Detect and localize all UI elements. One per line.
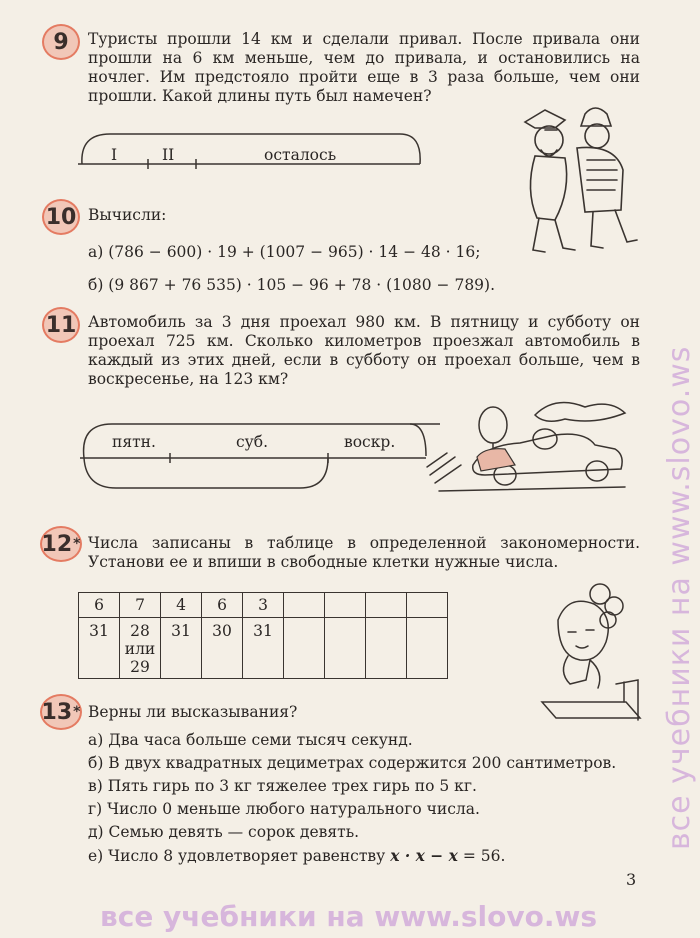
table-cell: 3 xyxy=(243,593,284,618)
task-13-item-f-prefix: е) Число 8 удовлетворяет равенству xyxy=(88,847,391,865)
task-13-number: 13 * xyxy=(40,694,82,730)
task-12-text: Числа записаны в таблице в определенной закономерности. Установи ее и впиши в свободные клетки нужные числа. xyxy=(88,534,640,571)
task-11-label-2: суб. xyxy=(236,433,269,451)
task-13-item-a: а) Два часа больше семи тысяч секунд. xyxy=(88,731,413,749)
table-cell-empty[interactable] xyxy=(407,618,448,679)
car-illustration xyxy=(425,395,640,505)
task-9-number: 9 xyxy=(42,24,80,60)
task-9-label-2: II xyxy=(162,146,175,164)
page-number: 3 xyxy=(626,870,637,889)
task-9-label-1: I xyxy=(111,146,118,164)
pattern-table xyxy=(78,592,448,679)
task-12-number: 12 * xyxy=(40,526,82,562)
task-13-text: Верны ли высказывания? xyxy=(88,703,298,721)
task-11-text: Автомобиль за 3 дня проехал 980 км. В пятницу и субботу он проехал 725 км. Сколько километров проезжал автомобиль в каждый из этих дней, если в субботу он проехал больше, чем в воскресенье, на 123 км? xyxy=(88,313,640,388)
table-cell: 28 или 29 xyxy=(120,618,161,679)
task-10-number: 10 xyxy=(42,199,80,235)
table-cell: 31 xyxy=(79,618,120,679)
watermark-bottom[interactable]: все учебники на www.slovo.ws xyxy=(100,900,597,933)
table-cell: 6 xyxy=(202,593,243,618)
table-cell-empty[interactable] xyxy=(284,618,325,679)
task-13-formula: x · x − x xyxy=(390,846,458,865)
watermark-vertical: все учебники на www.slovo.ws xyxy=(662,345,697,850)
task-11-label-3: воскр. xyxy=(344,433,396,451)
table-cell: 31 xyxy=(243,618,284,679)
task-10-b: б) (9 867 + 76 535) · 105 − 96 + 78 · (1080 − 789). xyxy=(88,276,496,294)
task-9-label-3: осталось xyxy=(264,146,337,164)
table-cell-empty[interactable] xyxy=(325,593,366,618)
table-cell-empty[interactable] xyxy=(366,593,407,618)
table-cell-empty[interactable] xyxy=(407,593,448,618)
table-row-2 xyxy=(79,618,448,679)
tourists-illustration xyxy=(515,100,645,265)
table-cell-empty[interactable] xyxy=(325,618,366,679)
task-13-item-e: д) Семью девять — сорок девять. xyxy=(88,823,360,841)
table-cell: 30 xyxy=(202,618,243,679)
table-cell-empty[interactable] xyxy=(366,618,407,679)
task-13-item-f xyxy=(88,846,505,866)
task-11-diagram xyxy=(70,418,440,498)
table-cell: 6 xyxy=(79,593,120,618)
task-10-a: а) (786 − 600) · 19 + (1007 − 965) · 14 − 48 · 16; xyxy=(88,243,481,261)
table-cell: 4 xyxy=(161,593,202,618)
table-row-1 xyxy=(79,593,448,618)
task-13-item-c: в) Пять гирь по 3 кг тяжелее трех гирь по 5 кг. xyxy=(88,777,477,795)
task-13-item-f-suffix: = 56. xyxy=(457,847,506,865)
table-cell: 7 xyxy=(120,593,161,618)
girl-illustration xyxy=(528,580,648,730)
task-9-diagram xyxy=(70,128,430,178)
task-10-text: Вычисли: xyxy=(88,206,167,224)
table-cell-empty[interactable] xyxy=(284,593,325,618)
task-13-item-d: г) Число 0 меньше любого натурального числа. xyxy=(88,800,480,818)
task-9-text: Туристы прошли 14 км и сделали привал. После привала они прошли на 6 км меньше, чем до привала, и остановились на ночлег. Им предстояло пройти еще в 3 раза больше, чем они прошли. Какой длины путь был намечен? xyxy=(88,30,640,105)
task-11-label-1: пятн. xyxy=(112,433,156,451)
task-11-number: 11 xyxy=(42,307,80,343)
table-cell: 31 xyxy=(161,618,202,679)
task-13-item-b: б) В двух квадратных дециметрах содержится 200 сантиметров. xyxy=(88,754,617,772)
